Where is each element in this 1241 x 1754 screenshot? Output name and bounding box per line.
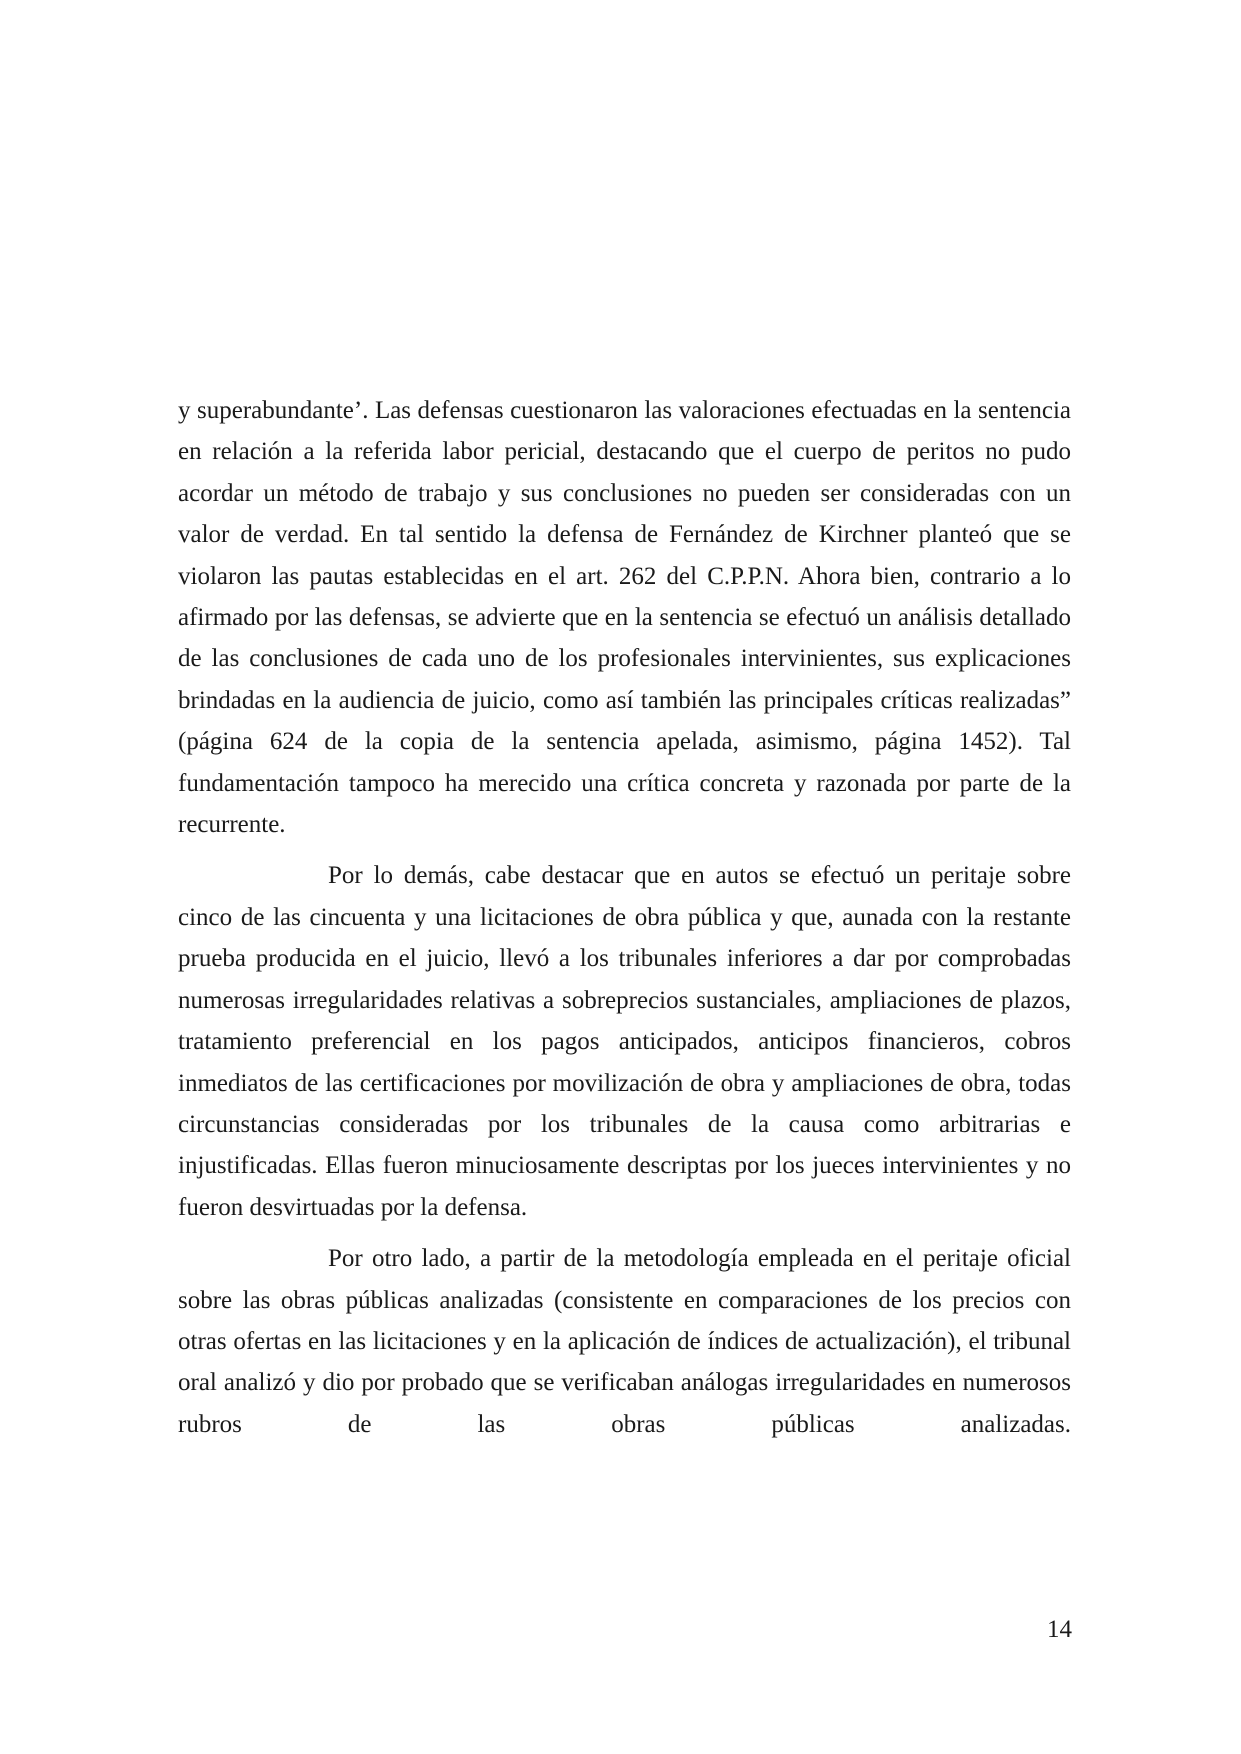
paragraph-2: Por lo demás, cabe destacar que en autos se efectuó un peritaje sobre cinco de las cincuenta y una licitaciones de obra pública y que, aunada con la restante prueba producida en el juicio, llevó a los tribunales inferiores a dar por comprobadas numerosas irregularidades relativas a sobreprecios sustanciales, ampliaciones de plazos, tratamiento preferencial en los pagos anticipados, anticipos financieros, cobros inmediatos de las certificaciones por movilización de obra y ampliaciones de obra, todas circunstancias consideradas por los tribunales de la causa como arbitrarias e injustificadas. Ellas fueron minuciosamente descriptas por los jueces intervinientes y no fueron desvirtuadas por la defensa. (178, 862, 1071, 1221)
paragraph-3: Por otro lado, a partir de la metodología empleada en el peritaje oficial sobre las obras públicas analizadas (consistente en comparaciones de los precios con otras ofertas en las licitaciones y en la aplicación de índices de actualización), el tribunal oral analizó y dio por probado que se verificaban análogas irregularidades en numerosos rubros de las obras públicas analizadas. (178, 1245, 1071, 1438)
paragraph-1: y superabundante’. Las defensas cuestionaron las valoraciones efectuadas en la sentencia en relación a la referida labor pericial, destacando que el cuerpo de peritos no pudo acordar un método de trabajo y sus conclusiones no pueden ser consideradas con un valor de verdad. En tal sentido la defensa de Fernández de Kirchner planteó que se violaron las pautas establecidas en el art. 262 del C.P.P.N. Ahora bien, contrario a lo afirmado por las defensas, se advierte que en la sentencia se efectuó un análisis detallado de las conclusiones de cada uno de los profesionales intervinientes, sus explicaciones brindadas en la audiencia de juicio, como así también las principales críticas realizadas” (página 624 de la copia de la sentencia apelada, asimismo, página 1452). Tal fundamentación tampoco ha merecido una crítica concreta y razonada por parte de la recurrente. (178, 397, 1071, 839)
body-text (178, 390, 1071, 1455)
page-number: 14 (1047, 1616, 1072, 1643)
